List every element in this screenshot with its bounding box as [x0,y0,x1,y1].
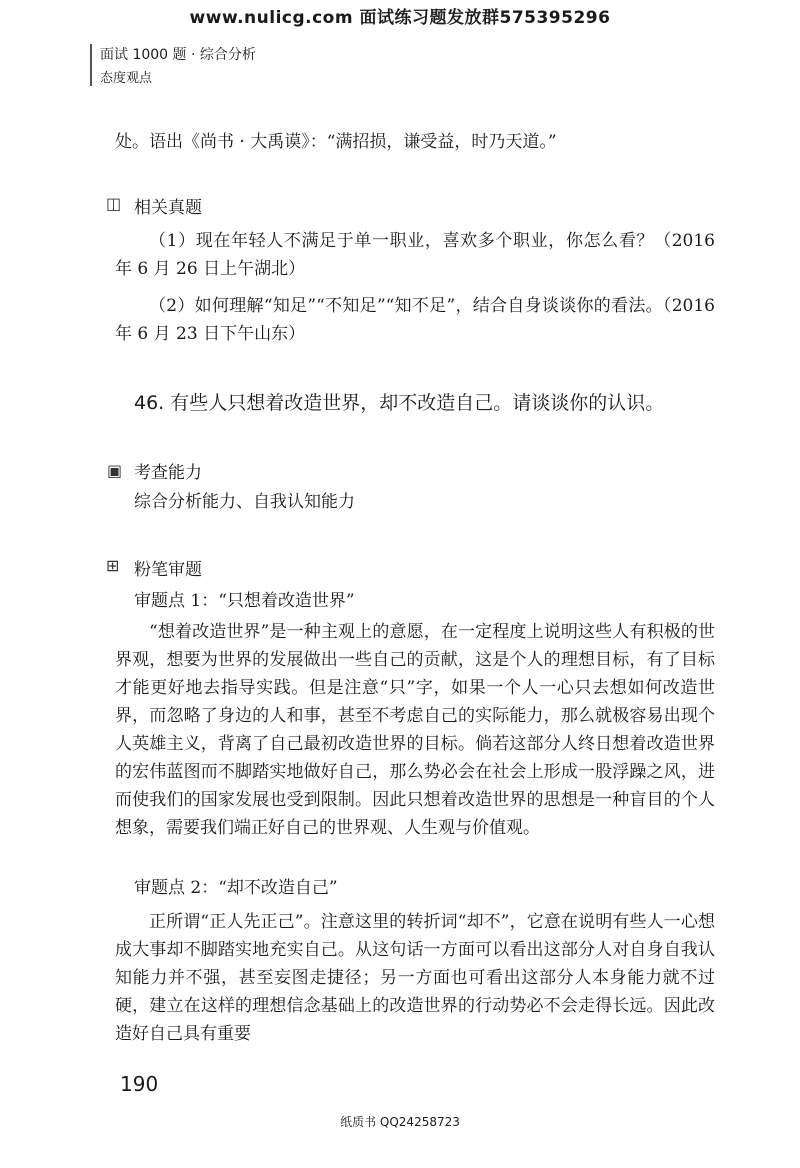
intro-line: 处。语出《尚书 · 大禹谟》：“满招损，谦受益，时乃天道。” [115,132,557,152]
footer-note: 纸质书 QQ24258723 [340,1115,460,1129]
analysis-point-1-text: “想着改造世界”是一种主观上的意愿，在一定程度上说明这些人有积极的世界观，想要为世界的发展做出一些自己的贡献，这是个人的理想目标，有了目标才能更好地去指导实践。但是注意“只”字，如果一个人一心只去想如何改造世界，而忽略了身边的人和事，甚至不考虑自己的实际能力，那么就极容易出现个人英雄主义，背离了自己最初改造世界的目标。倘若这部分人终日想着改造世界的宏伟蓝图而不脚踏实地做好自己，那么势必会在社会上形成一股浮躁之风，进而使我们的国家发展也受到限制。因此只想着改造世界的思想是一种盲目的个人想象，需要我们端正好自己的世界观、人生观与价值观。 [115,622,715,838]
running-header-subtitle: 态度观点 [100,71,153,86]
header-rule [90,44,92,86]
analysis-point-2-text: 正所谓“正人先正己”。注意这里的转折词“却不”，它意在说明有些人一心想成大事却不脚踏实地充实自己。从这句话一方面可以看出这部分人对自身自我认知能力并不强，甚至妄图走捷径；另一方面也可看出这部分人本身能力就不过硬，建立在这样的理想信念基础上的改造世界的行动势必不会走得长远。因此改造好自己具有重要 [115,912,715,1044]
analysis-point-2-title: 审题点 2：“却不改造自己” [134,878,338,898]
related-question-1: （1）现在年轻人不满足于单一职业，喜欢多个职业，你怎么看？（2016 年 6 月 26 日上午湖北） [115,231,715,279]
ability-heading: 考查能力 [134,463,202,483]
ability-text: 综合分析能力、自我认知能力 [134,492,355,512]
running-header-title: 面试 1000 题 · 综合分析 [100,47,256,63]
related-questions-icon: ◫ [106,194,122,213]
related-questions-heading: 相关真题 [134,198,202,218]
related-question-2: （2）如何理解“知足”“不知足”“知不足”，结合自身谈谈你的看法。（2016 年 6 月 23 日下午山东） [115,296,715,344]
analysis-point-1-title: 审题点 1：“只想着改造世界” [134,591,355,611]
analysis-heading: 粉笔审题 [134,560,202,580]
analysis-icon: ⊞ [106,556,120,575]
page-number: 190 [120,1072,159,1096]
ability-icon: ▣ [107,461,123,480]
watermark-banner: www.nulicg.com 面试练习题发放群575395296 [189,8,611,28]
question-title: 46. 有些人只想着改造世界，却不改造自己。请谈谈你的认识。 [134,392,665,414]
